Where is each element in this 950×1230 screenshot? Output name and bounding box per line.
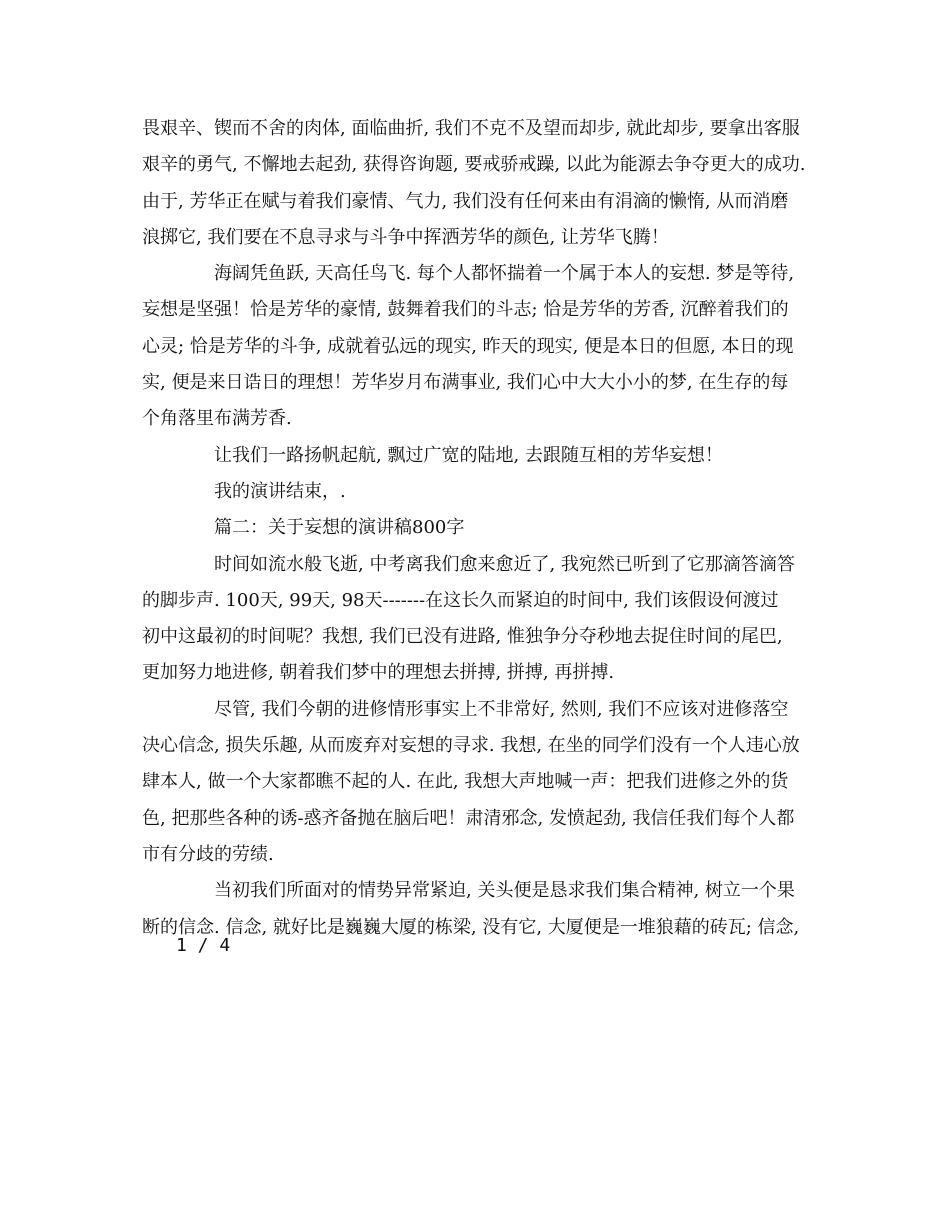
text-line: 艰辛的勇气, 不懈地去起劲, 获得咨询题, 要戒骄戒躁, 以此为能源去争夺更大的成功. (142, 154, 806, 176)
text-line: 更加努力地进修, 朝着我们梦中的理想去拼搏, 拼搏, 再拼搏. (142, 662, 615, 684)
text-line: 当初我们所面对的情势异常紧迫, 关头便是恳求我们集合精神, 树立一个果 (214, 880, 795, 902)
text-line: 断的信念. 信念, 就好比是巍巍大厦的栋梁, 没有它, 大厦便是一堆狼藉的砖瓦; 信念, (142, 916, 800, 938)
text-line: 由于, 芳华正在赋与着我们豪情、气力, 我们没有任何来由有涓滴的懒惰, 从而消磨 (142, 190, 789, 212)
paragraph (142, 692, 814, 873)
text-line: 决心信念, 损失乐趣, 从而废弃对妄想的寻求. 我想, 在坐的同学们没有一个人违心放 (142, 735, 800, 757)
text-line: 妄想是坚强！恰是芳华的豪情, 鼓舞着我们的斗志; 恰是芳华的芳香, 沉醉着我们的 (142, 299, 789, 321)
page-number: 1 / 4 (176, 935, 231, 956)
text-line: 色, 把那些各种的诱-惑齐备抛在脑后吧！肃清邪念, 发愤起劲, 我信任我们每个人都 (142, 807, 795, 829)
text-line: 市有分歧的劳绩. (142, 843, 274, 865)
text-line: 个角落里布满芳香. (142, 408, 292, 430)
text-line: 海阔凭鱼跃, 天高任鸟飞. 每个人都怀揣着一个属于本人的妄想. 梦是等待, (214, 263, 795, 285)
document-body (142, 111, 814, 946)
text-line: 心灵; 恰是芳华的斗争, 成就着弘远的现实, 昨天的现实, 便是本日的但愿, 本日的现 (142, 335, 794, 357)
paragraph (142, 438, 814, 474)
text-line: 畏艰辛、锲而不舍的肉体, 面临曲折, 我们不克不及望而却步, 就此却步, 要拿出客服 (142, 118, 800, 139)
text-line: 初中这最初的时间呢？我想, 我们已没有进路, 惟独争分夺秒地去捉住时间的尾巴, (142, 626, 783, 648)
paragraph (142, 256, 814, 437)
text-line: 浪掷它, 我们要在不息寻求与斗争中挥洒芳华的颜色, 让芳华飞腾！ (142, 226, 669, 248)
text-line: 肆本人, 做一个大家都瞧不起的人. 在此, 我想大声地喊一声：把我们进修之外的货 (142, 771, 789, 793)
text-line: 让我们一路扬帆起航, 飘过广宽的陆地, 去跟随互相的芳华妄想！ (214, 444, 723, 466)
text-line: 尽管, 我们今朝的进修情形事实上不非常好, 然则, 我们不应该对进修落空 (214, 698, 789, 720)
text-line: 篇二：关于妄想的演讲稿800字 (214, 517, 465, 539)
paragraph (142, 111, 814, 256)
paragraph (142, 510, 814, 546)
paragraph (142, 873, 814, 946)
paragraph (142, 547, 814, 692)
text-line: 实, 便是来日诰日的理想！芳华岁月布满事业, 我们心中大大小小的梦, 在生存的每 (142, 372, 789, 394)
paragraph (142, 474, 814, 510)
text-line: 的脚步声. 100天, 99天, 98天-------在这长久而紧迫的时间中, 我们该假设何渡过 (142, 589, 779, 611)
text-line: 我的演讲结束，. (214, 480, 346, 502)
text-line: 时间如流水般飞逝, 中考离我们愈来愈近了, 我宛然已听到了它那滴答滴答 (214, 553, 795, 575)
